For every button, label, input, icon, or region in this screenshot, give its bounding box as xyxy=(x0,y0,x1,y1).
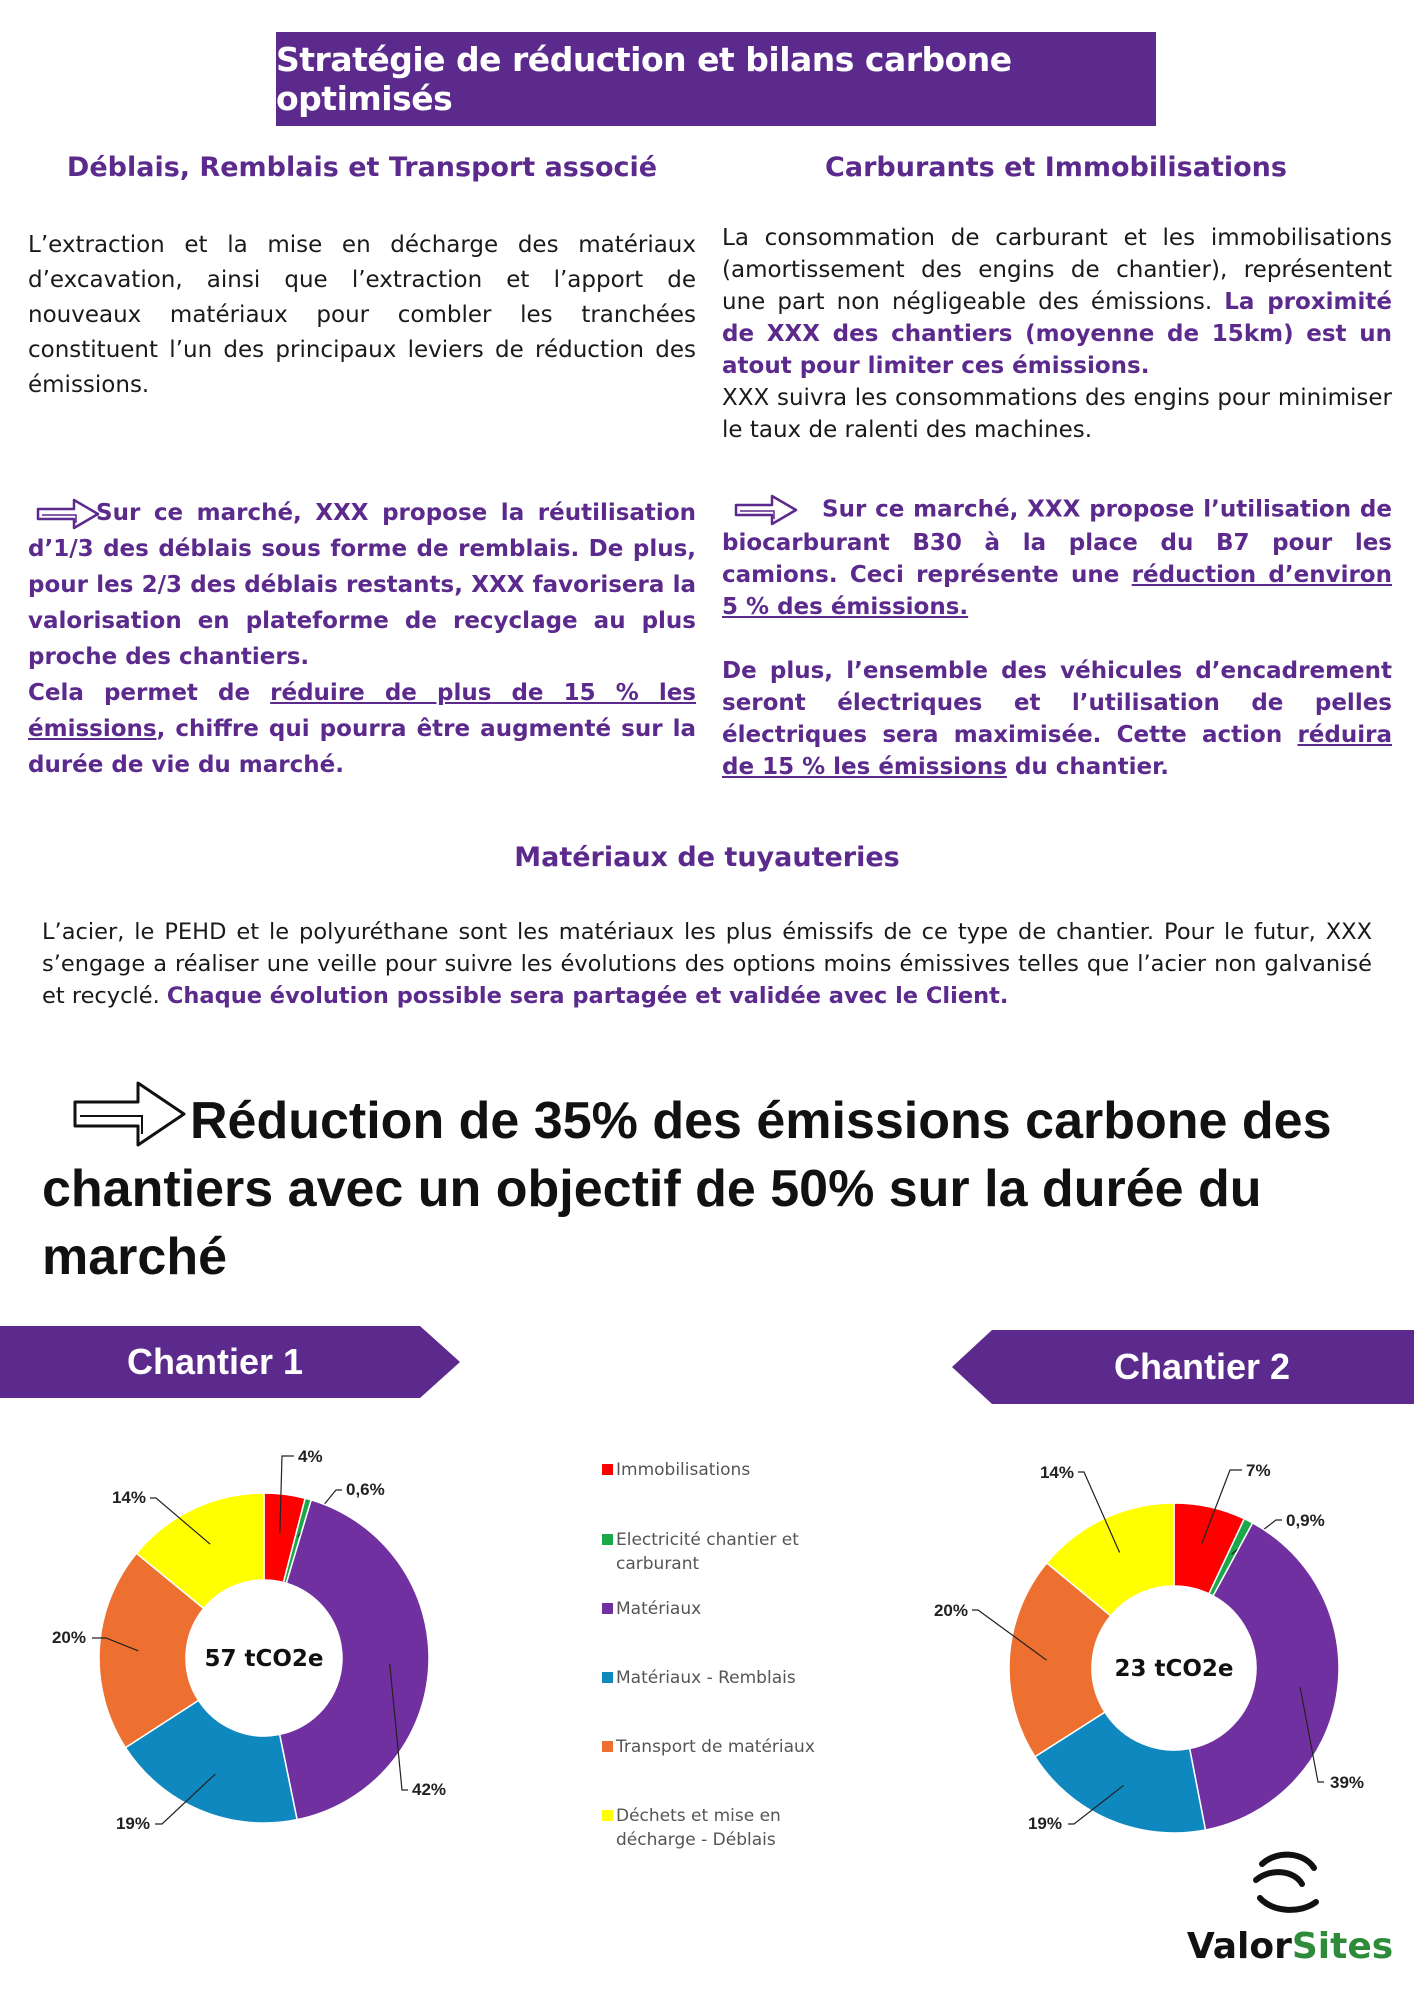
slice-label: 7% xyxy=(1246,1461,1271,1480)
legend-label: Matériaux xyxy=(616,1599,702,1619)
slice-label: 42% xyxy=(412,1780,447,1799)
chantier-2-tag xyxy=(952,1330,1414,1404)
legend-item xyxy=(616,1666,816,1690)
logo-text xyxy=(1180,1926,1400,1967)
slice-label: 14% xyxy=(111,1488,146,1507)
legend-label: Electricité chantier et carburant xyxy=(616,1530,799,1574)
right-intro xyxy=(722,222,1392,446)
legend-label: Immobilisations xyxy=(616,1460,751,1480)
page-title: Stratégie de réduction et bilans carbone optimisés xyxy=(276,32,1156,126)
slice-label: 19% xyxy=(1027,1814,1062,1833)
right-intro-text: La consommation de carburant et les immobilisations (amortissement des engins de chantier), représentent une part non négligeable des émissions. xyxy=(722,225,1392,315)
headline xyxy=(42,1078,1382,1291)
slice-label: 4% xyxy=(298,1447,323,1466)
left-proposal-b-underlined: réduire de plus de 15 % les émissions xyxy=(28,680,696,742)
legend-item xyxy=(616,1528,816,1576)
right-proposal-a-underlined: réduction d’environ 5 % des émissions. xyxy=(722,562,1392,620)
left-proposal-b-pre: Cela permet de xyxy=(28,680,271,706)
arrow-icon xyxy=(36,497,102,531)
pipes-text-main: L’acier, le PEHD et le polyuréthane sont les matériaux les plus émissifs de ce type de chantier. Pour le futur, XXX s’engage a réaliser une veille pour suivre les évolutions des options moins émissives telles que l’acier non galvanisé et recyclé. xyxy=(42,919,1372,1009)
legend-swatch xyxy=(602,1464,613,1475)
pipes-heading: Matériaux de tuyauteries xyxy=(514,842,900,873)
right-proposal xyxy=(722,493,1392,783)
legend-label: Transport de matériaux xyxy=(616,1737,815,1757)
right-proposal-a-pre: Sur ce marché, XXX propose l’utilisation de biocarburant B30 à la place du B7 pour les camions. Ceci représente une xyxy=(722,496,1392,588)
legend-item xyxy=(616,1804,816,1852)
chantier-2-label: Chantier 2 xyxy=(1113,1346,1291,1387)
slice-label: 20% xyxy=(51,1628,86,1647)
left-intro: L’extraction et la mise en décharge des matériaux d’excavation, ainsi que l’extraction et l’apport de nouveaux matériaux pour combler les tranchées constituent l’un des principaux leviers de réduction des émissions. xyxy=(28,232,696,398)
chantier-1-tag xyxy=(0,1326,460,1398)
legend-swatch xyxy=(602,1810,613,1821)
pipes-text-bold: Chaque évolution possible sera partagée et validée avec le Client. xyxy=(166,983,1009,1009)
valorsites-logo xyxy=(1180,1846,1400,1966)
headline-text: Réduction de 35% des émissions carbone des chantiers avec un objectif de 50% sur la durée du marché xyxy=(42,1092,1332,1286)
legend-label: Matériaux - Remblais xyxy=(616,1668,796,1688)
slice-label: 14% xyxy=(1039,1463,1074,1482)
legend-label: Déchets et mise en décharge - Déblais xyxy=(616,1806,781,1850)
slice-label: 39% xyxy=(1330,1773,1365,1792)
chart-chantier-2 xyxy=(933,1420,1414,1860)
arrow-icon xyxy=(734,493,800,527)
chart-chantier-1 xyxy=(0,1420,580,1860)
chantier-1-label: Chantier 1 xyxy=(126,1341,304,1382)
legend-swatch xyxy=(602,1534,613,1545)
legend-swatch xyxy=(602,1603,613,1614)
legend-swatch xyxy=(602,1672,613,1683)
slice-label: 20% xyxy=(933,1601,968,1620)
legend-item xyxy=(616,1597,816,1621)
legend-item xyxy=(616,1735,816,1759)
right-heading: Carburants et Immobilisations xyxy=(825,152,1287,183)
left-proposal xyxy=(28,495,696,783)
left-heading: Déblais, Remblais et Transport associé xyxy=(66,152,658,183)
logo-swirl-icon xyxy=(1242,1846,1332,1926)
slice-label: 0,9% xyxy=(1286,1511,1325,1530)
logo-text-part2: Sites xyxy=(1291,1926,1394,1967)
legend-swatch xyxy=(602,1741,613,1752)
right-proposal-b-post: du chantier. xyxy=(1006,754,1169,780)
legend-item xyxy=(616,1458,816,1482)
donut-center-label: 23 tCO2e xyxy=(1114,1656,1234,1682)
left-proposal-a: Sur ce marché, XXX propose la réutilisation d’1/3 des déblais sous forme de remblais. De plus, pour les 2/3 des déblais restants, XXX favorisera la valorisation en plateforme de recyclage au plus proche des chantiers. xyxy=(28,500,696,670)
arrow-icon xyxy=(72,1078,190,1150)
slice-label: 0,6% xyxy=(346,1480,385,1499)
right-intro-bold: La proximité de XXX des chantiers (moyenne de 15km) est un atout pour limiter ces émissions. xyxy=(722,289,1392,379)
slice-label: 19% xyxy=(115,1814,150,1833)
pipes-text xyxy=(42,916,1372,1012)
left-proposal-b-post: , chiffre qui pourra être augmenté sur la durée de vie du marché. xyxy=(28,716,696,778)
right-intro-2: XXX suivra les consommations des engins pour minimiser le taux de ralenti des machines. xyxy=(722,385,1392,443)
logo-text-part1: Valor xyxy=(1186,1926,1292,1967)
right-proposal-b-underlined: réduira de 15 % les émissions xyxy=(722,722,1392,780)
donut-center-label: 57 tCO2e xyxy=(204,1646,324,1672)
right-proposal-b-pre: De plus, l’ensemble des véhicules d’encadrement seront électriques et l’utilisation de pelles électriques sera maximisée. Cette action xyxy=(722,658,1392,748)
